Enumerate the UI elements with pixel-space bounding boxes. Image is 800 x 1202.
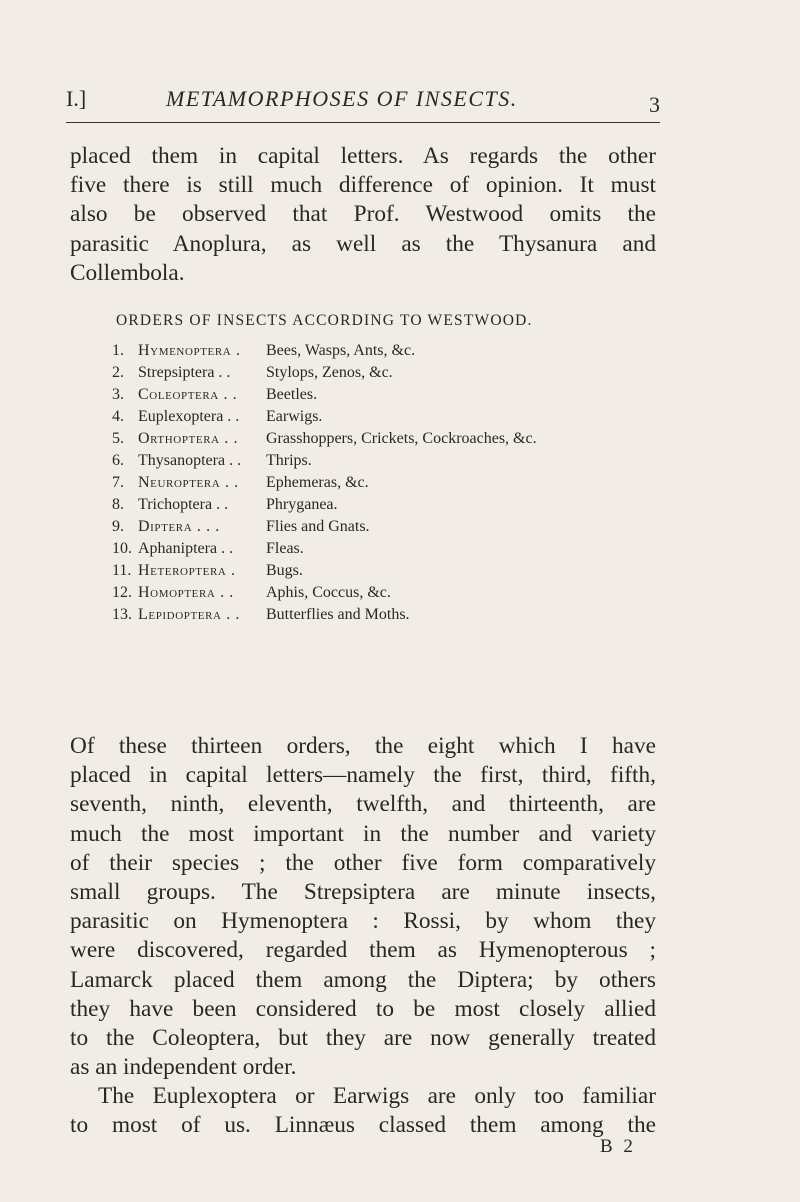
order-number: 7.: [112, 474, 124, 491]
order-row: [112, 494, 672, 516]
order-name: [138, 340, 241, 362]
order-description: Flies and Gnats.: [266, 518, 370, 535]
order-number: 3.: [112, 386, 124, 403]
order-leader: . .: [218, 364, 231, 381]
body-line: parasitic on Hymenoptera : Rossi, by whom they: [70, 908, 656, 935]
order-row: [112, 472, 672, 494]
order-name-text: Euplexoptera: [138, 408, 224, 425]
order-name-text: Hymenoptera: [138, 342, 232, 359]
order-description: Beetles.: [266, 386, 318, 403]
order-leader: . .: [227, 408, 240, 425]
order-row: [112, 406, 672, 428]
running-header: [66, 82, 660, 123]
intro-paragraph: [70, 142, 656, 288]
order-description: Thrips.: [266, 452, 312, 469]
order-row: [112, 340, 672, 362]
order-number: 10.: [112, 540, 132, 557]
body-line: small groups. The Strepsiptera are minute insects,: [70, 878, 656, 905]
order-name: [138, 450, 241, 472]
running-title: METAMORPHOSES OF INSECTS.: [166, 86, 518, 111]
order-name-text: Neuroptera: [138, 474, 221, 491]
order-name-text: Trichoptera: [138, 496, 213, 513]
order-row: [112, 450, 672, 472]
intro-line: five there is still much difference of opinion. It must: [70, 172, 656, 199]
order-leader: . .: [221, 540, 234, 557]
order-name: [138, 362, 230, 384]
order-name: [138, 494, 228, 516]
intro-line: also be observed that Prof. Westwood omits the: [70, 201, 656, 228]
order-number: 12.: [112, 584, 132, 601]
order-leader: . .: [226, 606, 241, 623]
section-marker: I.]: [66, 86, 87, 111]
order-row: [112, 362, 672, 384]
order-number: 2.: [112, 364, 124, 381]
order-description: Fleas.: [266, 540, 304, 557]
order-number: 5.: [112, 430, 124, 447]
body-line: much the most important in the number and variety: [70, 820, 656, 847]
body-line: to the Coleoptera, but they are now generally treated: [70, 1024, 656, 1051]
order-name-text: Coleoptera: [138, 386, 219, 403]
order-description: Bugs.: [266, 562, 303, 579]
order-row: [112, 428, 672, 450]
intro-line: Collembola.: [70, 259, 185, 286]
order-leader: . .: [216, 496, 229, 513]
order-name-text: Heteroptera: [138, 562, 227, 579]
table-title: ORDERS OF INSECTS ACCORDING TO WESTWOOD.: [116, 312, 533, 329]
order-name: [138, 384, 237, 406]
order-leader: . . .: [196, 518, 220, 535]
order-row: [112, 560, 672, 582]
order-number: 6.: [112, 452, 124, 469]
order-description: Ephemeras, &c.: [266, 474, 369, 491]
order-row: [112, 582, 672, 604]
order-name-text: Homoptera: [138, 584, 216, 601]
order-row: [112, 516, 672, 538]
body-line: The Euplexoptera or Earwigs are only too familiar: [98, 1083, 656, 1110]
main-paragraph: [70, 732, 656, 1141]
order-description: Bees, Wasps, Ants, &c.: [266, 342, 416, 359]
order-leader: . .: [229, 452, 242, 469]
order-name: [138, 604, 240, 626]
order-name: [138, 560, 236, 582]
order-name: [138, 582, 234, 604]
order-leader: . .: [223, 386, 238, 403]
order-name: [138, 406, 239, 428]
body-line: seventh, ninth, eleventh, twelfth, and thirteenth, are: [70, 791, 656, 818]
order-description: Earwigs.: [266, 408, 323, 425]
intro-line: placed them in capital letters. As regards the other: [70, 143, 656, 169]
body-line: they have been considered to be most closely allied: [70, 995, 656, 1022]
order-description: Stylops, Zenos, &c.: [266, 364, 393, 381]
order-leader: .: [235, 342, 241, 359]
order-number: 4.: [112, 408, 124, 425]
body-line: were discovered, regarded them as Hymenopterous ;: [70, 937, 656, 964]
body-line: placed in capital letters—namely the first, third, fifth,: [70, 762, 656, 789]
order-name-text: Diptera: [138, 518, 193, 535]
order-name: [138, 428, 238, 450]
order-name: [138, 538, 233, 560]
order-row: [112, 384, 672, 406]
order-leader: . .: [220, 584, 234, 601]
order-description: Grasshoppers, Crickets, Cockroaches, &c.: [266, 430, 537, 447]
order-row: [112, 538, 672, 560]
order-name: [138, 516, 220, 538]
order-row: [112, 604, 672, 626]
order-name-text: Aphaniptera: [138, 540, 218, 557]
body-line: Of these thirteen orders, the eight which I have: [70, 733, 656, 759]
order-leader: . .: [224, 474, 239, 491]
body-line: as an independent order.: [70, 1054, 297, 1081]
order-number: 1.: [112, 342, 124, 359]
signature-mark: B 2: [600, 1136, 636, 1157]
order-number: 13.: [112, 606, 132, 623]
body-line: of their species ; the other five form comparatively: [70, 849, 656, 876]
order-number: 11.: [112, 562, 132, 579]
body-line: to most of us. Linnæus classed them among the: [70, 1112, 656, 1139]
order-number: 9.: [112, 518, 124, 535]
order-description: Butterflies and Moths.: [266, 606, 410, 623]
order-leader: . .: [224, 430, 239, 447]
order-name-text: Lepidoptera: [138, 606, 222, 623]
intro-line: parasitic Anoplura, as well as the Thysanura and: [70, 230, 656, 257]
order-description: Phryganea.: [266, 496, 338, 513]
page-number: 3: [649, 92, 660, 117]
order-number: 8.: [112, 496, 124, 513]
orders-table: [112, 340, 672, 626]
order-description: Aphis, Coccus, &c.: [266, 584, 391, 601]
order-name-text: Orthoptera: [138, 430, 220, 447]
order-name-text: Thysanoptera: [138, 452, 226, 469]
order-leader: .: [231, 562, 236, 579]
body-line: Lamarck placed them among the Diptera; by others: [70, 966, 656, 993]
order-name: [138, 472, 239, 494]
order-name-text: Strepsiptera: [138, 364, 215, 381]
